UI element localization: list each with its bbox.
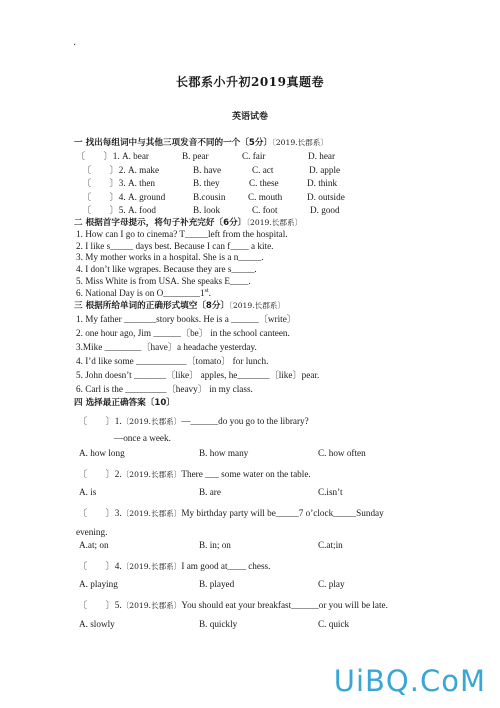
s4-q-source: 〔2019.长郡系〕	[121, 417, 182, 426]
s4-q2	[78, 469, 311, 480]
s4-q-text: I am good at____ chess.	[181, 561, 271, 571]
s1-opt-d: D. think	[307, 178, 338, 188]
s3-line-6: 6. Carl is the _________〔heavy〕 in my class.	[76, 384, 253, 394]
s3-line-1: 1. My father _______story books. He is a ______〔write〕	[76, 314, 296, 324]
s1-opt-d: D. apple	[309, 165, 341, 175]
s4-q-source: 〔2019.长郡系〕	[121, 562, 182, 571]
s4-q-prefix: 〔 〕2.	[78, 469, 122, 479]
s1-row-num: 〔 〕1.	[76, 151, 120, 161]
s1-opt-a: A. ground	[127, 192, 166, 202]
section3-heading-text: 三 根据所给单词的正确形式填空〔8分〕	[74, 301, 230, 311]
s1-row-2	[82, 165, 159, 176]
s4-q5-opt-a: A. slowly	[79, 619, 115, 629]
watermark-logo: UiBQ.CoM	[333, 664, 486, 698]
section1-source: 〔2019.长郡系〕	[272, 138, 328, 147]
section3-heading	[74, 299, 285, 311]
s4-q3-opt-c: C.at;in	[318, 540, 343, 550]
s1-opt-b: B. pear	[182, 151, 209, 161]
section2-source: 〔2019.长郡系〕	[246, 218, 303, 227]
s2-line-2: 2. I like s_____ days best. Because I can f____ a kite.	[76, 241, 274, 251]
s1-opt-a: A. food	[127, 205, 157, 215]
s3-line-4: 4. I’d like some ___________〔tomato〕 for lunch.	[76, 356, 269, 366]
s4-q3	[78, 508, 384, 519]
s2-line-5: 5. Miss White is from USA. She speaks E____.	[76, 276, 251, 286]
header-dot: ·	[73, 40, 77, 51]
s1-opt-b: B. look	[193, 205, 221, 215]
s4-q4-opt-c: C. play	[318, 579, 345, 589]
s4-q4-opt-a: A. playing	[79, 579, 118, 589]
s4-q-source: 〔2019.长郡系〕	[121, 509, 182, 518]
s1-row-num: 〔 〕5.	[82, 205, 126, 215]
s1-opt-c: C. mouth	[248, 192, 283, 202]
s1-opt-b: B. have	[193, 165, 222, 175]
s4-q-prefix: 〔 〕4.	[78, 561, 122, 571]
s1-opt-d: D. hear	[308, 151, 336, 161]
s2-line-6	[76, 288, 211, 299]
s4-q2-opt-c: C.isn’t	[318, 487, 343, 497]
s4-q-source: 〔2019.长郡系〕	[121, 601, 182, 610]
s4-q-text: —______do you go to the library?	[181, 416, 309, 426]
s1-opt-a: A. bear	[121, 151, 149, 161]
s2-line-4: 4. I don’t like wgrapes. Because they are s_____.	[76, 264, 257, 274]
s4-q-prefix: 〔 〕1.	[78, 416, 122, 426]
s1-opt-d: D. outside	[307, 192, 345, 202]
s2-line-1: 1. How can I go to cinema? T_____left from the hospital.	[76, 229, 288, 239]
section2-heading	[74, 216, 302, 228]
s1-row-3	[82, 178, 155, 189]
s4-q1-cont: —once a week.	[114, 433, 171, 443]
s1-opt-b: B.cousin	[193, 192, 226, 202]
s4-q-source: 〔2019.长郡系〕	[121, 470, 182, 479]
s4-q2-opt-a: A. is	[79, 487, 97, 497]
section1-heading	[74, 136, 328, 148]
s1-row-4	[82, 192, 165, 203]
s1-opt-c: C. act	[252, 165, 274, 175]
s3-line-3: 3.Mike ________〔have〕a headache yesterday.	[76, 342, 257, 352]
s2-line-3: 3. My mother works in a hospital. She is a n_____.	[76, 252, 264, 262]
section4-heading: 四 选择最正确答案〔10〕	[74, 398, 175, 408]
s1-opt-a: A. make	[127, 165, 160, 175]
s1-opt-c: C. foot	[252, 205, 278, 215]
page-subtitle: 英语试卷	[231, 112, 268, 122]
s1-opt-a: A. then	[127, 178, 155, 188]
s1-row-num: 〔 〕2.	[82, 165, 126, 175]
s2-line-6-end: .	[208, 288, 211, 298]
s4-q1-opt-b: B. how many	[199, 448, 249, 458]
s1-row-5	[82, 205, 156, 216]
s1-opt-b: B. they	[193, 178, 220, 188]
s2-line-6-sup: st	[204, 287, 209, 294]
s4-q2-opt-b: B. are	[199, 487, 221, 497]
page-title: 长郡系小升初2019真题卷	[176, 75, 324, 89]
s3-line-2: 2. one hour ago, Jim ______〔be〕 in the school canteen.	[76, 328, 290, 338]
s1-row-num: 〔 〕3.	[82, 178, 126, 188]
s1-row-1	[76, 151, 149, 162]
s2-line-6-text: 6. National Day is on O________1	[76, 288, 205, 298]
s4-q5-opt-b: B. quickly	[199, 619, 238, 629]
s1-opt-c: C. fair	[242, 151, 266, 161]
section2-heading-text: 二 根据首字母提示，将句子补充完好〔6分〕	[74, 218, 247, 228]
section3-source: 〔2019.长郡系〕	[229, 301, 285, 310]
s4-q5-opt-c: C. quick	[318, 619, 350, 629]
s1-opt-d: D. good	[310, 205, 340, 215]
s4-q-text: My birthday party will be_____7 o’clock_____Sunday	[181, 508, 384, 518]
s4-q5	[78, 600, 388, 611]
s4-q-text: There ___ some water on the table.	[181, 469, 311, 479]
s4-q1	[78, 416, 309, 427]
s3-line-5: 5. John doesn’t _______〔like〕 apples, he_______〔like〕pear.	[76, 370, 320, 380]
s4-q4-opt-b: B. played	[199, 579, 235, 589]
s4-q-prefix: 〔 〕3.	[78, 508, 122, 518]
s1-opt-c: C. these	[249, 178, 279, 188]
s4-q1-opt-c: C. how often	[318, 448, 366, 458]
s4-q3-cont: evening.	[76, 527, 108, 537]
s4-q-text: You should eat your breakfast______or you will be late.	[181, 600, 388, 610]
s1-row-num: 〔 〕4.	[82, 192, 126, 202]
s4-q1-opt-a: A. how long	[79, 448, 125, 458]
s4-q4	[78, 561, 270, 572]
s4-q3-opt-b: B. in; on	[199, 540, 231, 550]
section1-heading-text: 一 找出每组词中与其他三项发音不同的一个〔5分〕	[74, 138, 273, 148]
s4-q3-opt-a: A.at; on	[79, 540, 109, 550]
s4-q-prefix: 〔 〕5.	[78, 600, 122, 610]
